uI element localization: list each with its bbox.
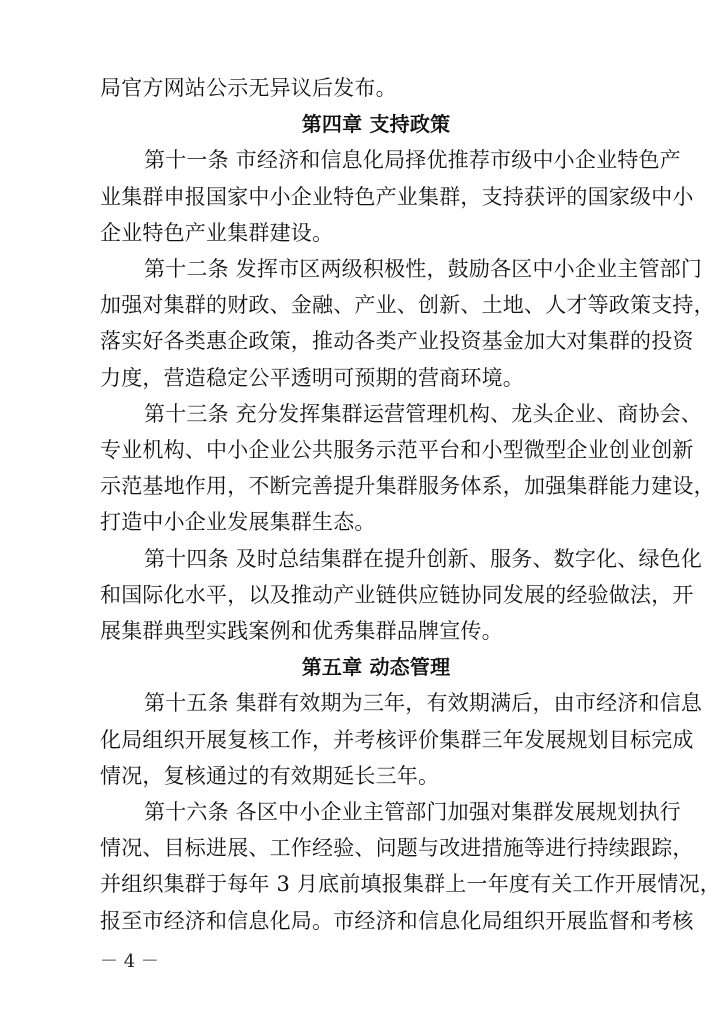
body-line: 力度，营造稳定公平透明可预期的营商环境。 — [100, 365, 524, 390]
body-line: 情况、目标进展、工作经验、问题与改进措施等进行持续跟踪， — [100, 836, 694, 861]
chapter-heading: 第四章 支持政策 — [301, 112, 451, 137]
body-line: 局官方网站公示无异议后发布。 — [100, 76, 397, 100]
body-line: 加强对集群的财政、金融、产业、创新、土地、人才等政策支持， — [100, 293, 715, 318]
article-line: 第十四条 及时总结集群在提升创新、服务、数字化、绿色化 — [144, 546, 703, 571]
article-line: 第十三条 充分发挥集群运营管理机构、龙头企业、商协会、 — [144, 401, 703, 426]
body-line: 打造中小企业发展集群生态。 — [100, 510, 376, 535]
body-line: 业集群申报国家中小企业特色产业集群，支持获评的国家级中小 — [100, 184, 694, 209]
body-line: 情况，复核通过的有效期延长三年。 — [100, 763, 440, 788]
body-line: 报至市经济和信息化局。市经济和信息化局组织开展监督和考核 — [100, 908, 694, 933]
body-line: 和国际化水平，以及推动产业链供应链协同发展的经验做法，开 — [100, 582, 694, 607]
article-line: 第十二条 发挥市区两级积极性，鼓励各区中小企业主管部门 — [144, 257, 703, 281]
article-line: 第十六条 各区中小企业主管部门加强对集群发展规划执行 — [144, 800, 681, 824]
body-line: 展集群典型实践案例和优秀集群品牌宣传。 — [100, 619, 503, 643]
chapter-heading: 第五章 动态管理 — [301, 655, 451, 680]
body-line: 专业机构、中小企业公共服务示范平台和小型微型企业创业创新 — [100, 438, 694, 462]
body-line: 化局组织开展复核工作，并考核评价集群三年发展规划目标完成 — [100, 727, 694, 752]
body-line: 落实好各类惠企政策，推动各类产业投资基金加大对集群的投资 — [100, 329, 694, 354]
body-line: 并组织集群于每年 3 月底前填报集群上一年度有关工作开展情况， — [100, 872, 721, 897]
article-line: 第十五条 集群有效期为三年，有效期满后，由市经济和信息 — [144, 691, 703, 716]
page-number: － 4 － — [100, 951, 159, 972]
body-line: 示范基地作用，不断完善提升集群服务体系，加强集群能力建设， — [100, 474, 715, 499]
body-line: 企业特色产业集群建设。 — [100, 220, 334, 245]
article-line: 第十一条 市经济和信息化局择优推荐市级中小企业特色产 — [144, 148, 681, 173]
